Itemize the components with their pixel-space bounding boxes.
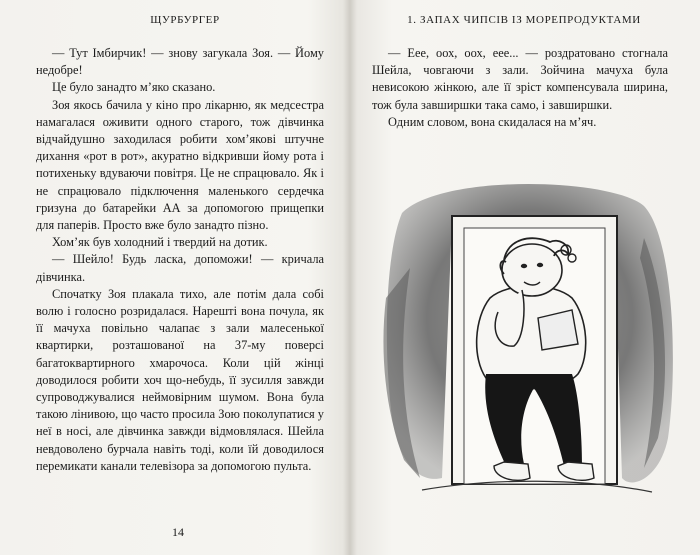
paragraph: — Тут Імбирчик! — знову загукала Зоя. — Йому недобре! — [36, 46, 324, 78]
eye — [521, 264, 527, 268]
chapter-title: 1. ЗАПАХ ЧИПСІВ ІЗ МОРЕПРОДУКТАМИ — [407, 14, 641, 26]
left-page — [0, 0, 348, 555]
woman-head — [502, 244, 562, 296]
paragraph: Одним словом, вона скидалася на м’яч. — [388, 114, 597, 129]
eye — [537, 263, 543, 267]
body-text — [372, 45, 668, 131]
paragraph: Це було занадто м’яко сказано. — [52, 80, 216, 95]
illustration-woman-in-doorway — [382, 178, 682, 518]
paragraph: Зоя якось бачила у кіно про лікарню, як медсестра намагалася оживити одного старого, тож дівчинка відчайдушно заходилася робити хом’якові штучне дихання «рот в рот», акуратно відкривши йому рота і потихеньку вдуваючи повітря. Це не спрацювало. Як і не спрацювало підключення маленького сердечка гризуна до батарейки АА за допомогою прищепки для паперів. Просто вже було занадто пізно. — [36, 97, 324, 233]
crisp-bag — [538, 310, 578, 350]
body-text — [36, 45, 324, 475]
paragraph: Спочатку Зоя плакала тихо, але потім дала собі волю і голосно розридалася. Нарешті вона почула, як її мачуха повільно чалапає з зали малесенької квартирки, розташованої на 37-му поверсі багатоквартирного хмарочоса. Коли цій жінці доводилося робити хоч що-небудь, її зусилля завжди супроводжувалися неймовірним шумом. Вона була такою лінивою, що часто просила Зою поколупатися у неї в носі, але дівчинка завжди відмовлялася. Шейла невдоволено бурчала навіть тоді, коли їй доводилося перемикати канали телевізора за допомогою пульта. — [36, 286, 324, 473]
page-number: 14 — [172, 525, 184, 539]
running-head: ЩУРБУРГЕР — [150, 14, 220, 26]
right-page — [352, 0, 700, 555]
paragraph: — Еее, оох, оох, еее... — роздратовано стогнала Шейла, човгаючи з зали. Зойчина мачуха була невисокою жінкою, але її зріст компенсувала ширина, тож була завширшки така само, і завширшки. — [372, 46, 668, 112]
paragraph: Хом’як був холодний і твердий на дотик. — [52, 235, 268, 250]
paragraph: — Шейло! Будь ласка, допоможи! — кричала дівчинка. — [36, 252, 324, 284]
